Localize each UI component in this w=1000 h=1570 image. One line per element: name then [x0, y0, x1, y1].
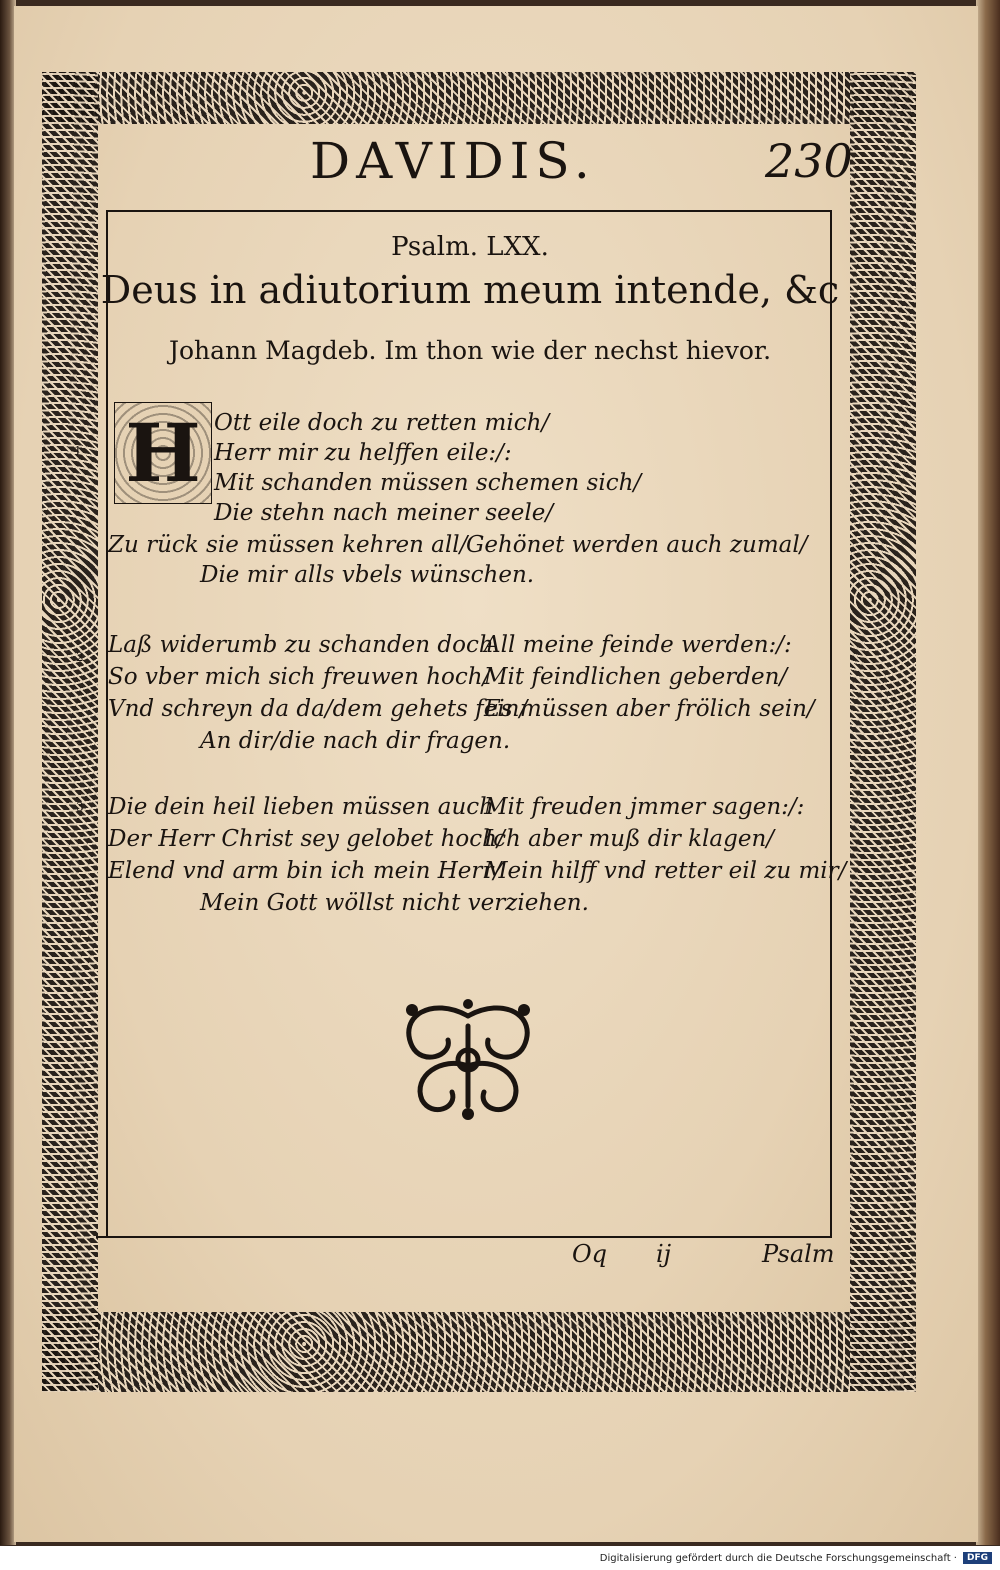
verse-line: Es müssen aber frölich sein/: [484, 696, 815, 722]
verse-line: Vnd schreyn da da/dem gehets fein/: [108, 696, 528, 722]
verse-line: Zu rück sie müssen kehren all/: [108, 532, 468, 558]
verse-line: Die dein heil lieben müssen auch: [108, 794, 494, 820]
verse-line: Mein hilff vnd retter eil zu mir/: [484, 858, 847, 884]
verse-line: Laß widerumb zu schanden doch: [108, 632, 494, 658]
header-rule: [108, 210, 830, 212]
dfg-logo: DFG: [963, 1552, 992, 1564]
footer-rule: [96, 1236, 832, 1238]
running-title: DAVIDIS.: [310, 132, 596, 190]
book-fore-edge: [976, 0, 1000, 1545]
stanza-number: 2: [76, 650, 84, 664]
verse-line: Ich aber muß dir klagen/: [484, 826, 775, 852]
stanza-number: 3: [76, 800, 84, 814]
verse-line: Der Herr Christ sey gelobet hoch/: [108, 826, 505, 852]
psalm-number-title: Psalm. LXX.: [391, 232, 549, 262]
hymn-attribution: Johann Magdeb. Im thon wie der nechst hievor.: [168, 336, 772, 365]
stanza-number: 1: [74, 444, 82, 458]
verse-line: Ott eile doch zu retten mich/: [214, 410, 550, 436]
signature-leaf: ij: [656, 1240, 672, 1268]
fleuron-ornament: [392, 996, 544, 1122]
verse-line: Mein Gott wöllst nicht verziehen.: [200, 890, 589, 916]
digitization-credit: Digitalisierung gefördert durch die Deutsche Forschungsgemeinschaft ·: [599, 1552, 957, 1564]
verse-line: Die mir alls vbels wünschen.: [200, 562, 535, 588]
woodcut-border-right: [850, 72, 916, 1392]
verse-line: An dir/die nach dir fragen.: [200, 728, 511, 754]
decorated-initial: [114, 402, 212, 504]
verse-line: So vber mich sich freuwen hoch/: [108, 664, 491, 690]
page-number: 230: [765, 134, 853, 188]
catchword: Psalm: [762, 1240, 835, 1268]
verse-line: All meine feinde werden:/:: [484, 632, 792, 658]
signature-mark: Oq: [572, 1240, 608, 1268]
initial-letter: H: [125, 406, 201, 500]
verse-line: Die stehn nach meiner seele/: [214, 500, 554, 526]
verse-line: Elend vnd arm bin ich mein Herr/: [108, 858, 502, 884]
verse-line: Gehönet werden auch zumal/: [466, 532, 808, 558]
verse-line: Mit freuden jmmer sagen:/:: [484, 794, 805, 820]
woodcut-border-top: [42, 72, 916, 124]
verse-line: Mit feindlichen geberden/: [484, 664, 788, 690]
verse-line: Mit schanden müssen schemen sich/: [214, 470, 642, 496]
verse-line: Herr mir zu helffen eile:/:: [214, 440, 512, 466]
woodcut-border-bottom: [42, 1312, 916, 1392]
woodcut-border-left: [42, 72, 98, 1392]
digitization-credit-bar: [0, 1546, 1000, 1570]
latin-incipit: Deus in adiutorium meum intende, &c: [100, 268, 840, 312]
